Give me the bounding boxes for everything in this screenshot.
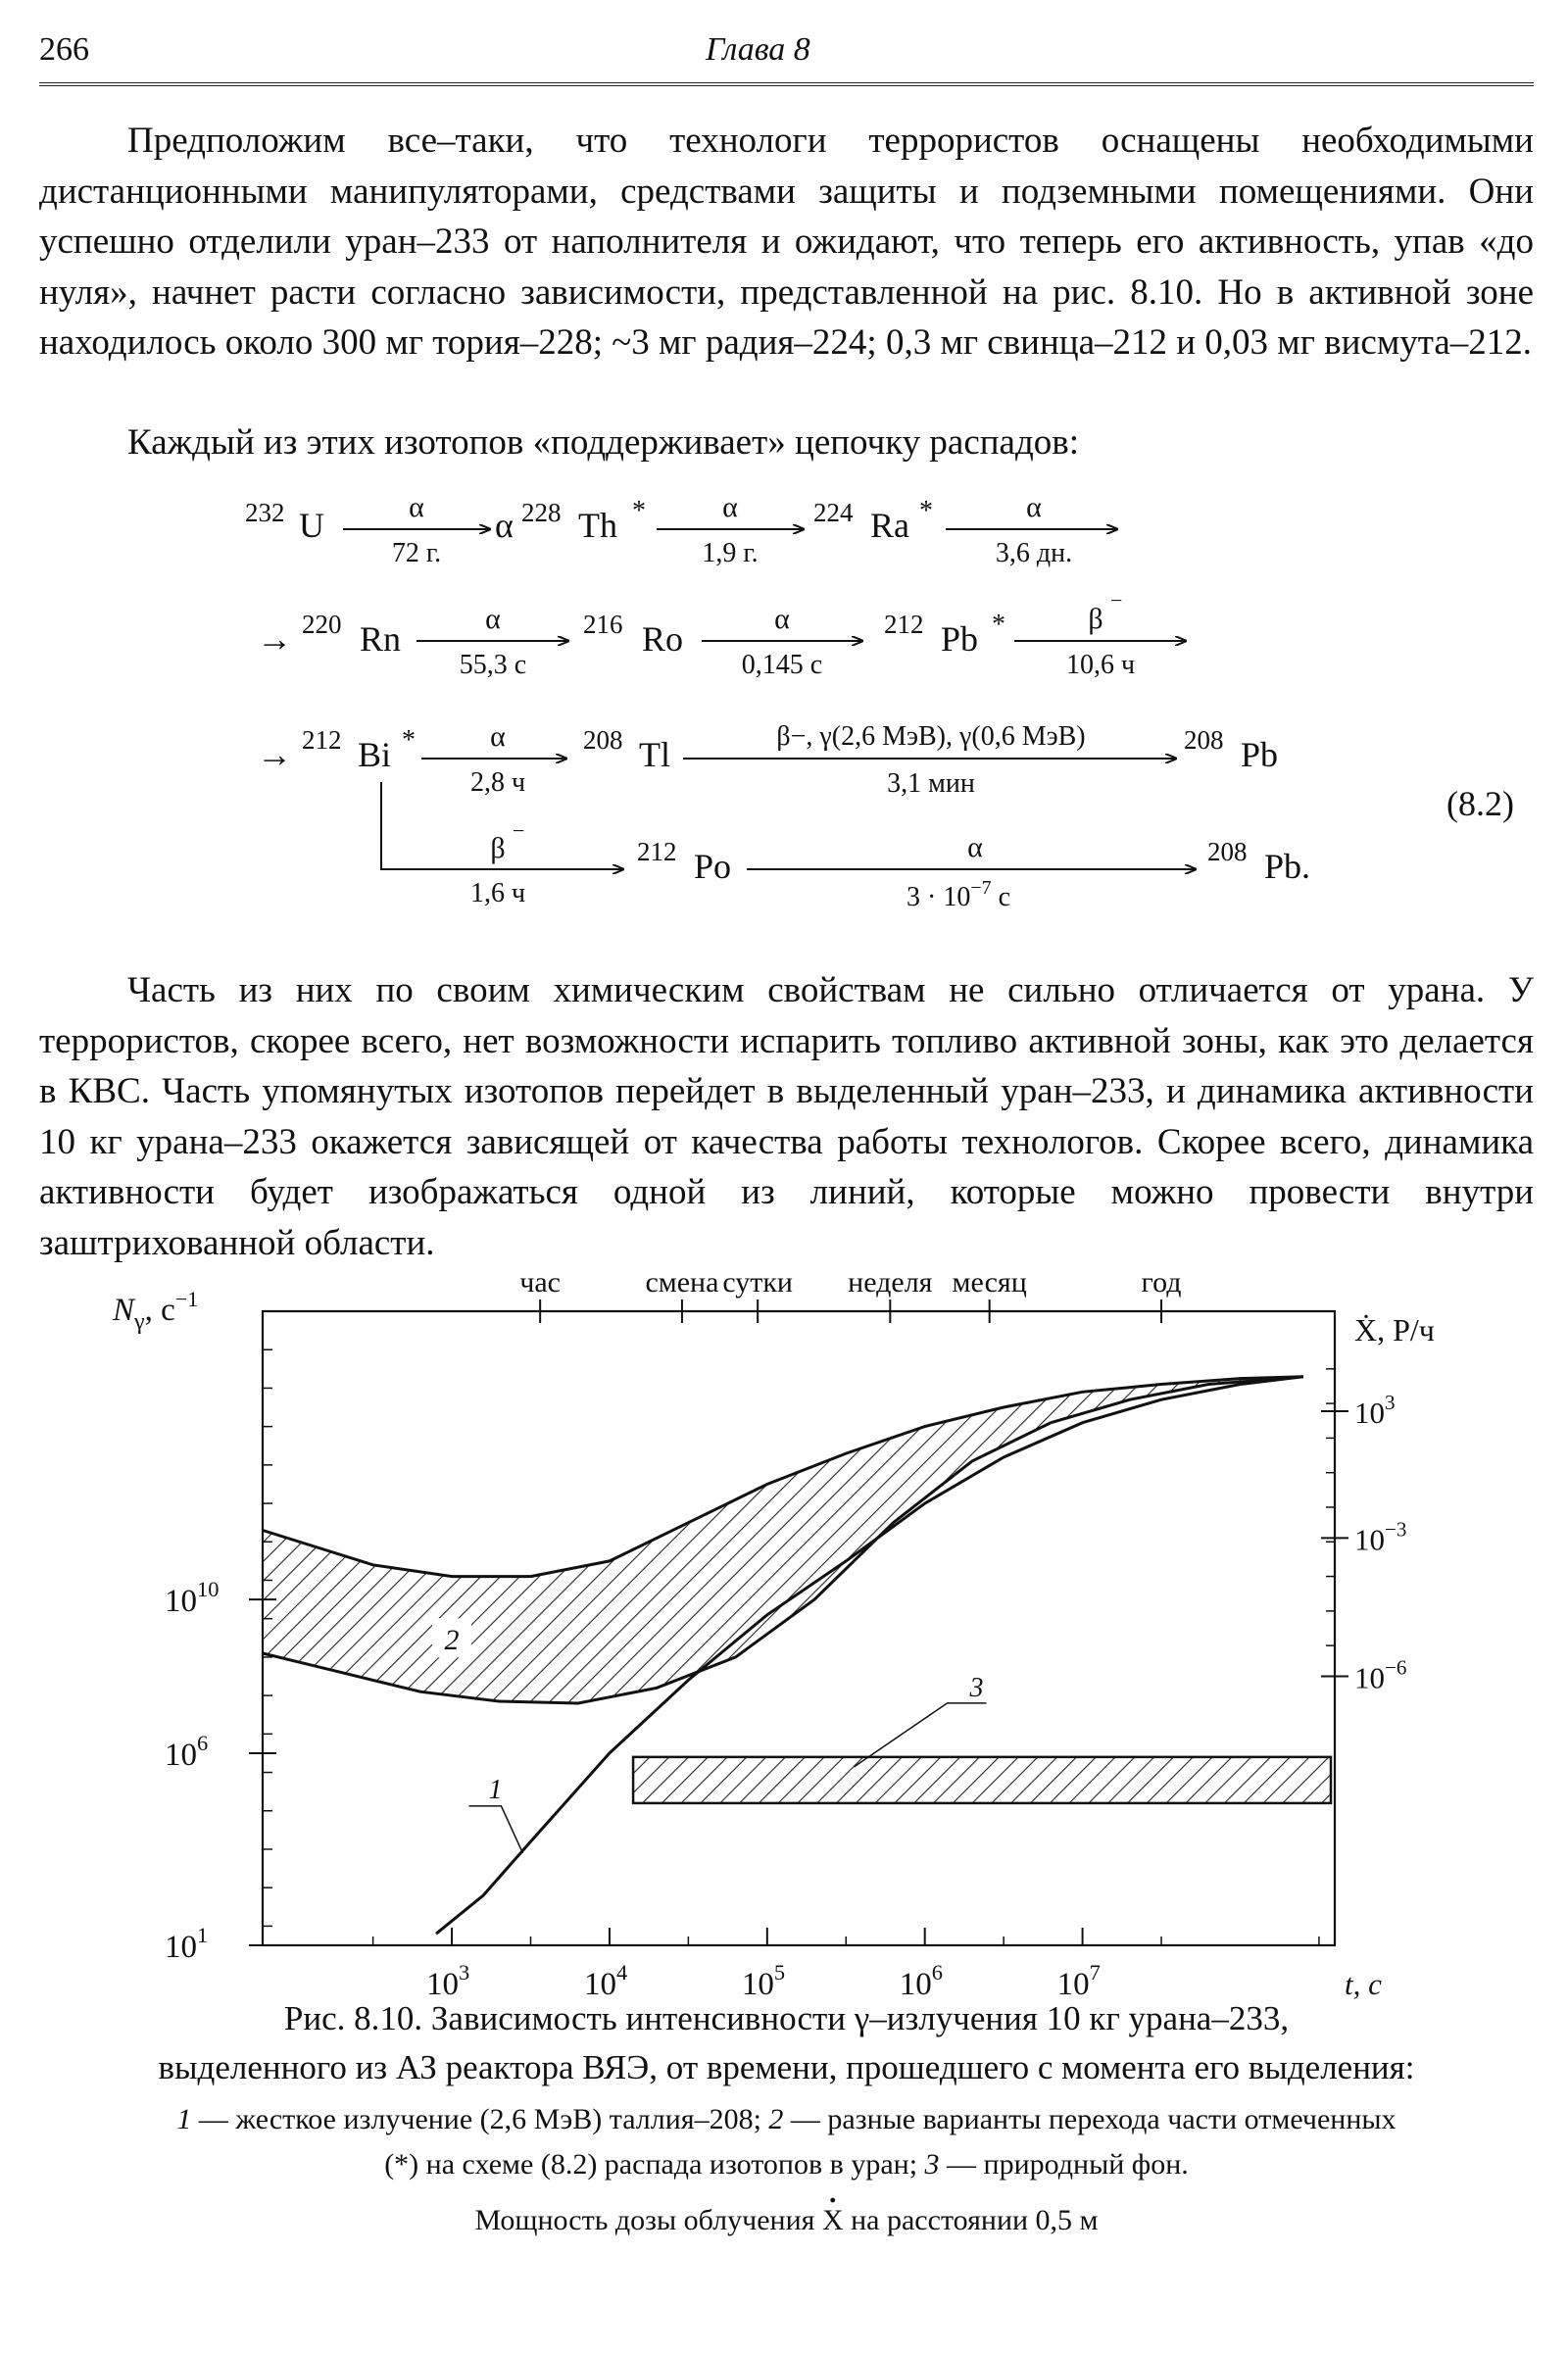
equation-number: (8.2) xyxy=(1446,784,1514,823)
y-tick-label: $10^{10}$ xyxy=(165,1577,220,1620)
y-tick-label: $10^6$ xyxy=(165,1731,209,1773)
background-band xyxy=(633,1757,1331,1803)
decay-mode: α xyxy=(722,491,738,523)
y-tick-label: $10^1$ xyxy=(165,1923,209,1965)
half-life: 1,6 ч xyxy=(469,878,526,908)
mass-number: 208 xyxy=(1207,837,1248,866)
decay-mode: α xyxy=(1026,491,1042,523)
top-marker-label: смена xyxy=(645,1266,719,1299)
half-life-base: 3 · 10 xyxy=(906,882,971,912)
mass-number: 208 xyxy=(583,725,623,755)
excited-mark: * xyxy=(632,496,646,526)
dose-prefix: Мощность дозы облучения xyxy=(474,2204,822,2236)
arrow-glyph: → xyxy=(257,619,292,659)
legend-text: — разные варианты перехода части отмеченных xyxy=(783,2103,1396,2135)
top-marker-label: месяц xyxy=(952,1266,1027,1299)
decay-mode: α xyxy=(485,603,501,635)
nuclide: Po xyxy=(694,847,732,886)
region-2-hatch xyxy=(263,1377,1303,1703)
half-life: 10,6 ч xyxy=(1065,650,1136,680)
x-tick-label: $10^5$ xyxy=(741,1960,786,2002)
mass-number: 216 xyxy=(583,610,623,639)
nuclide: Th xyxy=(578,506,617,545)
decay-mode: β xyxy=(1088,603,1103,635)
right-axis-label: Ẋ, Р/ч xyxy=(1354,1312,1435,1348)
arrow-glyph: → xyxy=(257,735,292,774)
series-1-label: 1 xyxy=(488,1774,503,1805)
excited-mark: * xyxy=(402,725,416,756)
decay-mode: α xyxy=(967,831,983,863)
nuclide: Ra xyxy=(870,506,909,545)
x-axis-label: t, с xyxy=(1345,1967,1382,2001)
mass-number: 224 xyxy=(813,498,854,527)
mass-number: 212 xyxy=(884,610,924,639)
half-life: 3,1 мин xyxy=(887,768,975,799)
half-life: 2,8 ч xyxy=(469,767,526,798)
dose-symbol: · X xyxy=(822,2198,844,2243)
mass-number: 208 xyxy=(1184,725,1224,755)
dose-suffix: на расстоянии 0,5 м xyxy=(843,2204,1099,2236)
nuclide: Pb xyxy=(1241,735,1279,774)
decay-mode: α xyxy=(495,506,514,545)
top-marker-label: сутки xyxy=(722,1266,794,1299)
half-life: 3,6 дн. xyxy=(995,538,1073,568)
x-tick-label: $10^4$ xyxy=(583,1960,628,2002)
caption-line-1: Рис. 8.10. Зависимость интенсивности γ–излучения 10 кг урана–233, xyxy=(283,1999,1290,2037)
decay-mode-superscript: − xyxy=(1110,588,1123,613)
half-life: 72 г. xyxy=(391,538,442,568)
dose-note xyxy=(39,2198,1534,2243)
right-tick-label: $10^{-3}$ xyxy=(1354,1517,1407,1557)
nuclide: Ro xyxy=(642,619,684,659)
top-marker-label: год xyxy=(1141,1266,1182,1299)
top-marker-label: час xyxy=(519,1266,562,1299)
y-axis-label: $N_\gamma$, $с^{-1}$ xyxy=(113,1287,199,1335)
half-life: 55,3 с xyxy=(459,650,527,680)
figure-legend xyxy=(39,2097,1534,2187)
half-life: 1,9 г. xyxy=(702,538,759,568)
half-life-unit: с xyxy=(991,882,1011,912)
x-tick-label: $10^7$ xyxy=(1056,1960,1101,2002)
region-label: 2 xyxy=(444,1624,460,1657)
nuclide: U xyxy=(299,506,324,545)
mass-number: 212 xyxy=(637,837,677,866)
mass-number: 212 xyxy=(302,725,342,755)
legend-number: 2 xyxy=(768,2103,784,2135)
nuclide: Rn xyxy=(360,619,402,659)
mass-number: 232 xyxy=(245,498,285,527)
excited-mark: * xyxy=(919,496,933,526)
mass-number: 220 xyxy=(302,610,342,639)
decay-mode: α xyxy=(490,720,506,753)
legend-number: 3 xyxy=(924,2148,940,2181)
mass-number: 228 xyxy=(521,498,562,527)
decay-mode-superscript: − xyxy=(513,818,525,843)
figure-caption xyxy=(39,1994,1534,2092)
chapter-title: Глава 8 xyxy=(706,31,810,68)
nuclide: Pb xyxy=(941,619,979,659)
legend-number: 1 xyxy=(176,2103,192,2135)
decay-mode: α xyxy=(409,491,424,523)
decay-mode: β xyxy=(490,832,506,864)
x-tick-label: $10^3$ xyxy=(426,1960,470,2002)
decay-mode: β−, γ(2,6 МэВ), γ(0,6 МэВ) xyxy=(776,721,1086,752)
x-tick-label: $10^6$ xyxy=(899,1960,943,2002)
series-1-leader xyxy=(468,1806,522,1853)
band-label: 3 xyxy=(969,1672,984,1703)
half-life: 0,145 с xyxy=(741,650,823,680)
page-number: 266 xyxy=(39,31,89,68)
right-tick-label: $10^3$ xyxy=(1354,1391,1396,1430)
legend-text: — жесткое излучение (2,6 МэВ) таллия–208; xyxy=(191,2103,769,2135)
caption-line-2: выделенного из АЗ реактора ВЯЭ, от времени, прошедшего с момента его выделения: xyxy=(158,2048,1415,2086)
legend-text: — природный фон. xyxy=(939,2148,1189,2181)
paragraph-1: Предположим все–таки, что технологи террористов оснащены необходимыми дистанционными манипуляторами, средствами защиты и подземными помещениями. Они успешно отделили уран–233 от наполнителя и ожидают, что теперь его активность, упав «до нуля», начнет расти согласно зависимости, представленной на рис. 8.10. Но в активной зоне находилось около 300 мг тория–228; ~3 мг радия–224; 0,3 мг свинца–212 и 0,03 мг висмута–212. xyxy=(39,121,1534,363)
decay-mode: α xyxy=(774,603,790,635)
paragraph-3: Часть из них по своим химическим свойствам не сильно отличается от урана. У террористов, скорее всего, нет возможности испарить топливо активной зоны, как это делается в КВС. Часть упомянутых изотопов перейдет в выделенный уран–233, и динамика активности 10 кг урана–233 окажется зависящей от качества работы технологов. Скорее всего, динамика активности будет изображаться одной из линий, которые можно провести внутри заштрихованной области. xyxy=(39,970,1534,1263)
nuclide: Pb. xyxy=(1264,847,1311,886)
top-marker-label: неделя xyxy=(848,1266,933,1299)
nuclide: Tl xyxy=(639,735,670,774)
right-tick-label: $10^{-6}$ xyxy=(1354,1655,1407,1695)
legend-text: (*) на схеме (8.2) распада изотопов в уран; xyxy=(384,2148,925,2181)
nuclide: Bi xyxy=(358,735,392,774)
paragraph-2: Каждый из этих изотопов «поддерживает» цепочку распадов: xyxy=(127,422,1080,463)
half-life-exponent: −7 xyxy=(970,877,992,899)
excited-mark: * xyxy=(992,610,1005,640)
